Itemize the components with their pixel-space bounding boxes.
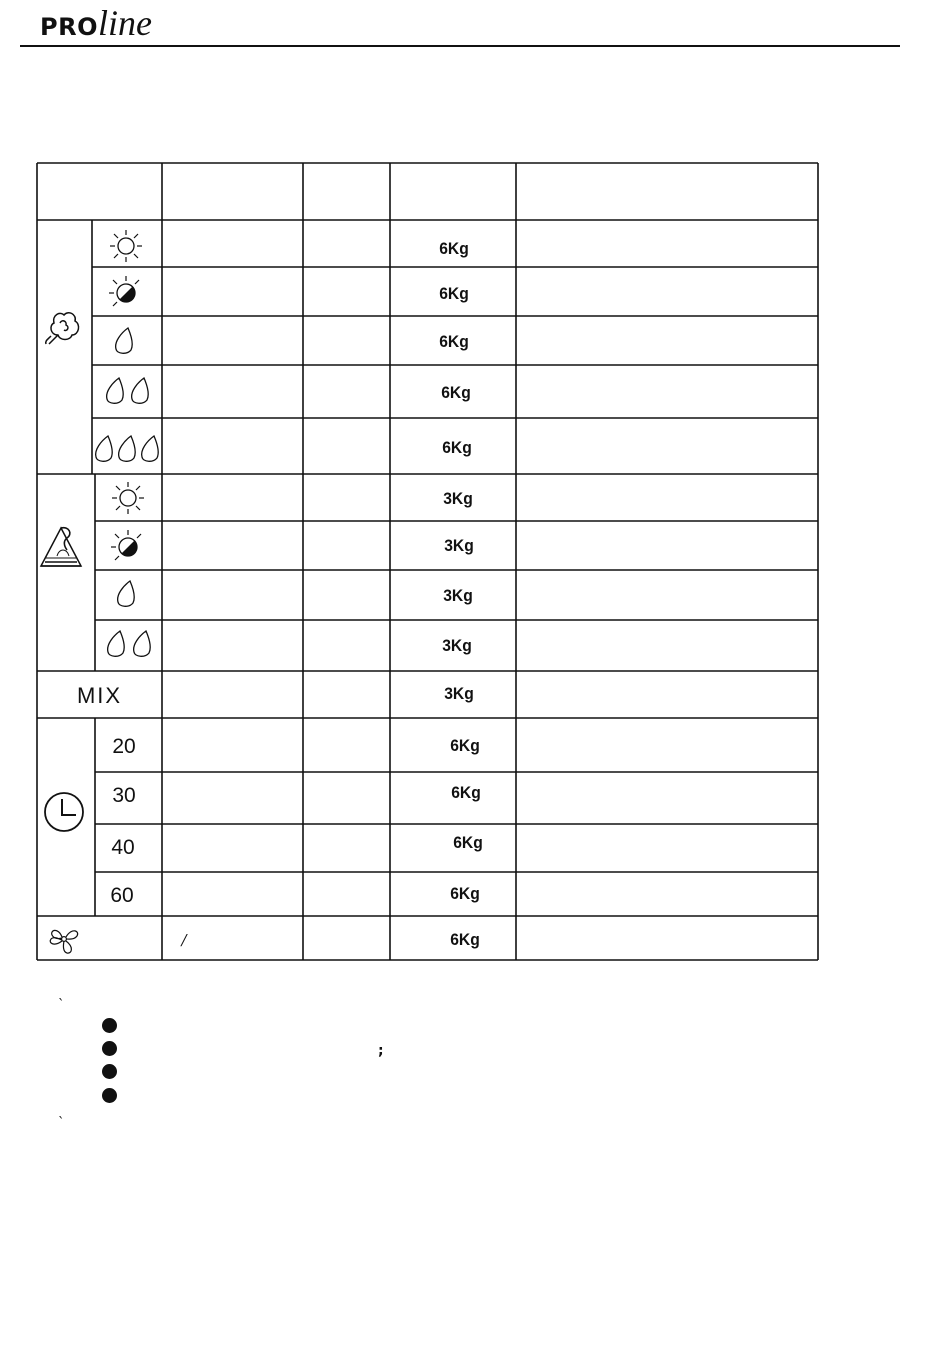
sun-icon [112,482,144,514]
time-minutes: 60 [110,884,134,907]
load-value: 6Kg [439,284,469,303]
bullet-dot [102,1018,117,1033]
synthetic-hanger-icon [41,528,81,566]
note-marker: ` [58,998,65,1013]
semicolon-mark: ; [378,1043,384,1059]
bullet-dot [102,1088,117,1103]
one-drop-icon [116,328,133,353]
time-minutes: 30 [112,784,136,807]
load-value: 6Kg [441,383,471,402]
load-value: 3Kg [443,586,473,605]
fan-icon [50,930,77,953]
logo-line-text: line [97,3,152,43]
three-drops-icon [96,436,159,461]
mix-label: MIX [76,682,123,708]
logo-pro-text: PRO [40,13,98,41]
load-value: 6Kg [439,332,469,351]
load-value: 6Kg [450,930,480,949]
cotton-icon [46,313,79,344]
bullet-dot [102,1064,117,1079]
slash-mark: / [181,931,187,949]
half-sun-icon [109,276,139,306]
sun-icon [110,230,142,262]
load-value: 6Kg [450,884,480,903]
load-value: 3Kg [442,636,472,655]
load-value: 3Kg [443,489,473,508]
load-value: 6Kg [453,833,483,852]
time-minutes: 20 [112,735,136,758]
one-drop-icon [118,581,135,606]
bullet-dot [102,1041,117,1056]
load-value: 6Kg [439,239,469,258]
load-value: 6Kg [442,438,472,457]
load-value: 6Kg [450,736,480,755]
two-drops-icon [108,631,151,656]
clock-icon [45,793,83,831]
two-drops-icon [107,378,149,403]
load-value: 6Kg [451,783,481,802]
load-value: 3Kg [444,684,474,703]
half-sun-icon [111,530,141,560]
note-marker: ` [58,1116,65,1131]
time-minutes: 40 [111,836,135,859]
load-value: 3Kg [444,536,474,555]
